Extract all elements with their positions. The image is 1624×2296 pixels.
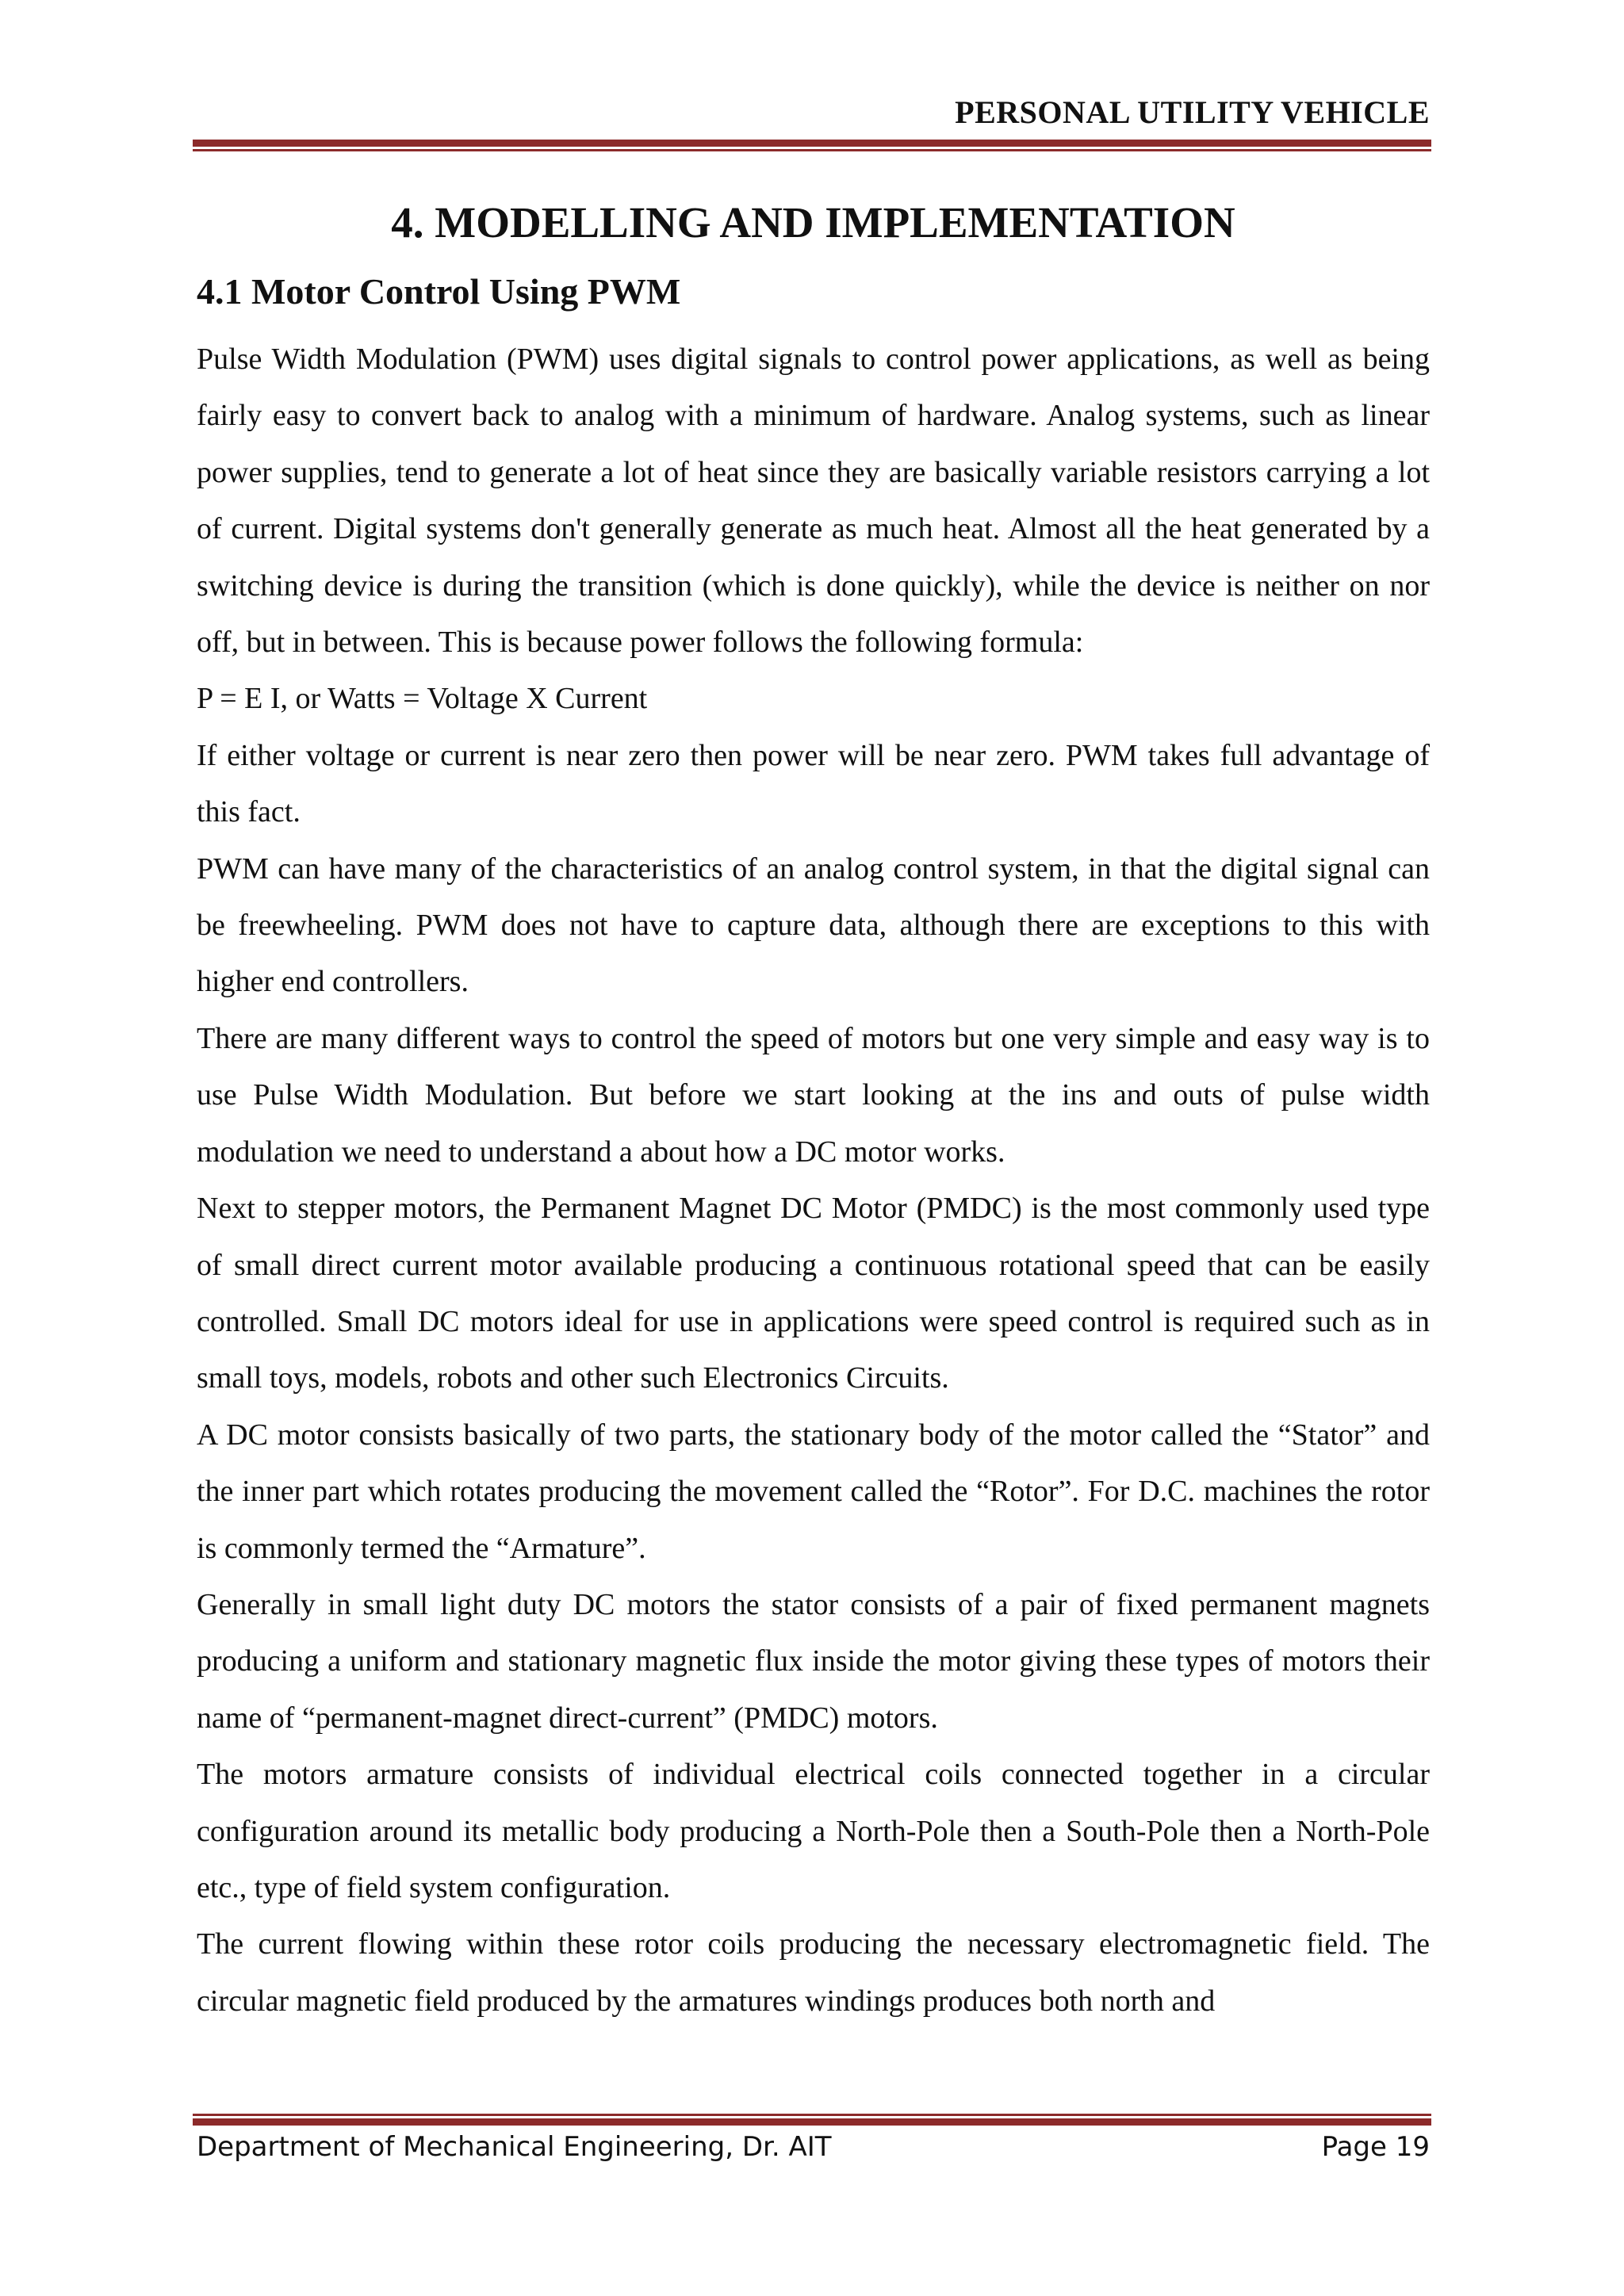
section-heading: 4.1 Motor Control Using PWM xyxy=(197,271,681,312)
chapter-title: 4. MODELLING AND IMPLEMENTATION xyxy=(391,198,1235,247)
footer-department: Department of Mechanical Engineering, Dr. AIT xyxy=(197,2131,832,2163)
running-header-title: PERSONAL UTILITY VEHICLE xyxy=(955,94,1430,130)
paragraph-pwm-intro: Pulse Width Modulation (PWM) uses digital signals to control power applications, as well as being fairly easy to convert back to analog with a minimum of hardware. Analog systems, such as linear power supplies, tend to generate a lot of heat since they are basically variable resistors carrying a lot of current. Digital systems don't generally generate as much heat. Almost all the heat generated by a switching device is during the transition (which is done quickly), while the device is neither on nor off, but in between. This is because power follows the following formula: xyxy=(197,342,1430,660)
paragraph-near-zero: If either voltage or current is near zero then power will be near zero. PWM takes full advantage of this fact. xyxy=(197,738,1430,829)
paragraph-pmdc-motor: Next to stepper motors, the Permanent Magnet DC Motor (PMDC) is the most commonly used type of small direct current motor available producing a continuous rotational speed that can be easily controlled. Small DC motors ideal for use in applications were speed control is required such as in small toys, models, robots and other such Electronics Circuits. xyxy=(197,1192,1430,1395)
footer-divider xyxy=(193,2114,1431,2126)
paragraph-dc-motor-parts: A DC motor consists basically of two parts, the stationary body of the motor called the “Stator” and the inner part which rotates producing the movement called the “Rotor”. For D.C. machines the rotor is commonly termed the “Armature”. xyxy=(197,1418,1430,1565)
body-text xyxy=(197,331,1430,2030)
paragraph-rotor-current: The current flowing within these rotor coils producing the necessary electromagnetic field. The circular magnetic field produced by the armatures windings produces both north and xyxy=(197,1927,1430,2018)
footer-page-number: Page 19 xyxy=(1321,2131,1430,2163)
paragraph-motor-speed-control: There are many different ways to control the speed of motors but one very simple and easy way is to use Pulse Width Modulation. But before we start looking at the ins and outs of pulse width modulation we need to understand a about how a DC motor works. xyxy=(197,1021,1430,1169)
header-divider xyxy=(193,140,1431,151)
paragraph-pwm-characteristics: PWM can have many of the characteristics of an analog control system, in that the digital signal can be freewheeling. PWM does not have to capture data, although there are exceptions to this with higher end controllers. xyxy=(197,851,1430,999)
paragraph-stator: Generally in small light duty DC motors the stator consists of a pair of fixed permanent magnets producing a uniform and stationary magnetic flux inside the motor giving these types of motors their name of “permanent-magnet direct-current” (PMDC) motors. xyxy=(197,1587,1430,1735)
paragraph-power-formula: P = E I, or Watts = Voltage X Current xyxy=(197,682,648,716)
paragraph-armature: The motors armature consists of individual electrical coils connected together in a circular configuration around its metallic body producing a North-Pole then a South-Pole then a North-Pole etc., type of field system configuration. xyxy=(197,1758,1430,1904)
